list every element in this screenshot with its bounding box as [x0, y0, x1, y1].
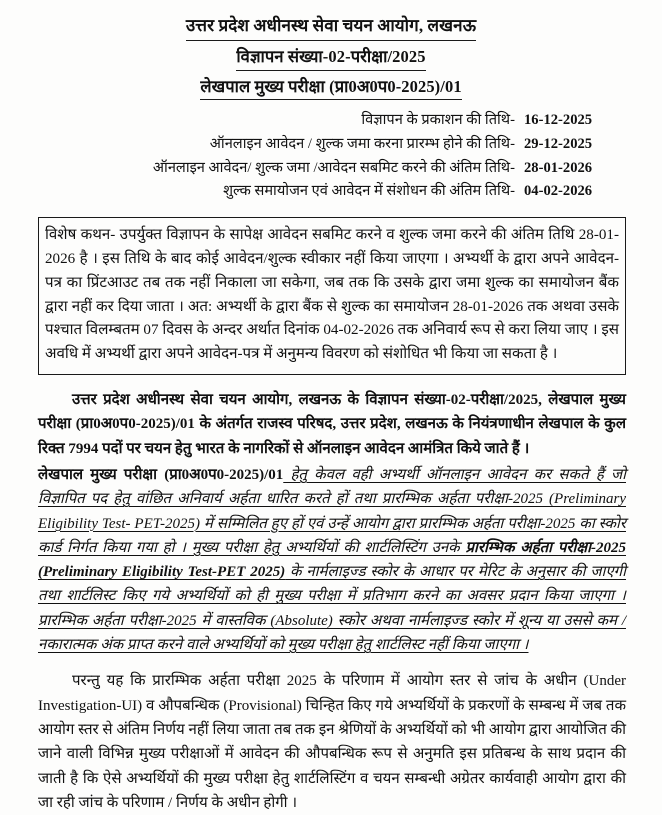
- paragraph-eligibility-rest: हेतु केवल वही अभ्यर्थी ऑनलाइन आवेदन कर सकते हैं जो विज्ञापित पद हेतु वांछित अनिवार्य अर्हता धारित करते हों तथा प्रारम्भिक अर्हता परीक्षा-2025 (Preliminary Eligibility Test- PET-2025) में सम्मिलित हुए हों एवं उन्हें आयोग द्वारा प्रारम्भिक अर्हता परीक्षा-2025 का स्कोर कार्ड निर्गत किया गया हो । मुख्य परीक्षा हेतु अभ्यर्थियों की शार्टलिस्टिंग उनके: [38, 467, 626, 556]
- date-value: 29-12-2025: [524, 136, 593, 153]
- document-body: [38, 388, 626, 815]
- date-value: 28-01-2026: [524, 159, 593, 176]
- paragraph-vacancy-intro: उत्तर प्रदेश अधीनस्थ सेवा चयन आयोग, लखनऊ के विज्ञापन संख्या-02-परीक्षा/2025, लेखपाल मुख्य परीक्षा (प्रा0अ0प0-2025)/01 के अंतर्गत राजस्व परिषद, उत्तर प्रदेश, लखनऊ के नियंत्रणाधीन लेखपाल के कुल रिक्त 7994 पदों पर चयन हेतु भारत के नागरिकों से ऑनलाइन आवेदन आमंत्रित किये जाते हैं ।: [38, 392, 626, 457]
- page-title-organization: उत्तर प्रदेश अधीनस्थ सेवा चयन आयोग, लखनऊ: [186, 14, 476, 41]
- date-row: [0, 133, 626, 157]
- date-label: ऑनलाइन आवेदन / शुल्क जमा करना प्रारम्भ होने की तिथि-: [209, 136, 515, 153]
- paragraph-eligibility-lead: लेखपाल मुख्य परीक्षा (प्रा0अ0प0-2025)/01: [38, 467, 284, 483]
- date-row: [0, 109, 626, 133]
- special-note-text: विशेष कथन- उपर्युक्त विज्ञापन के सापेक्ष आवेदन सबमिट करने व शुल्क जमा करने की अंतिम तिथि 28-01-2026 है । इस तिथि के बाद कोई आवेदन/शुल्क स्वीकार नहीं किया जाएगा । अभ्यर्थी के द्वारा अपने आवेदन-पत्र का प्रिंटआउट तब तक नहीं निकाला जा सकेगा, जब तक कि उसके द्वारा जमा शुल्क का समायोजन बैंक द्वारा नहीं कर दिया जाता । अत: अभ्यर्थी के द्वारा बैंक से शुल्क का समायोजन 28-01-2026 तक अथवा उसके पश्चात विलम्बतम 07 दिवस के अन्दर अर्थात दिनांक 04-02-2026 तक अनिवार्य रूप से करा लिया जाए । इस अवधि में अभ्यर्थी द्वारा अपने आवेदन-पत्र में अनुमन्य विवरण को संशोधित भी किया जा सकता है ।: [45, 227, 619, 363]
- date-label: विज्ञापन के प्रकाशन की तिथि-: [361, 112, 515, 129]
- special-note-box: [38, 217, 626, 375]
- date-value: 16-12-2025: [524, 112, 593, 129]
- date-label: ऑनलाइन आवेदन/ शुल्क जमा /आवेदन सबमिट करने की अंतिम तिथि-: [152, 159, 515, 176]
- important-dates-list: [0, 109, 662, 204]
- date-row: [0, 180, 626, 204]
- page-title-exam-name: लेखपाल मुख्य परीक्षा (प्रा0अ0प0-2025)/01: [200, 75, 461, 101]
- document-header: [0, 0, 662, 100]
- page-title-advertisement-number: विज्ञापन संख्या-02-परीक्षा/2025: [236, 45, 425, 71]
- date-row: [0, 157, 626, 181]
- paragraph-provisional-candidates: परन्तु यह कि प्रारम्भिक अर्हता परीक्षा 2025 के परिणाम में आयोग स्तर से जांच के अधीन (Under Investigation-UI) व औपबन्धिक (Provisional) चिन्हित किए गये अभ्यर्थियों के प्रकरणों के सम्बन्ध में जब तक आयोग स्तर से अंतिम निर्णय नहीं लिया जाता तब तक इन श्रेणियों के अभ्यर्थियों को भी आयोग द्वारा आयोजित की जाने वाली विभिन्न मुख्य परीक्षाओं में आवेदन की औपबन्धिक रूप से अनुमति इस प्रतिबन्ध के साथ प्रदान की जाती है कि ऐसे अभ्यर्थियों की मुख्य परीक्षा हेतु शार्टलिस्टिंग व चयन सम्बन्धी अग्रेतर कार्यवाही आयोग द्वारा की जा रही जांच के परिणाम / निर्णय के अधीन होगी ।: [38, 673, 626, 811]
- paragraph-eligibility-tail: के नार्मलाइज्ड स्कोर के आधार पर मेरिट के अनुसार की जाएगी तथा शार्टलिस्ट किए गये अभ्यर्थियों को ही मुख्य परीक्षा में प्रतिभाग करने का अवसर प्रदान किया जाएगा । प्रारम्भिक अर्हता परीक्षा-2025 में वास्तविक (Absolute) स्कोर अथवा नार्मलाइज्ड स्कोर में शून्य या उससे कम / नकारात्मक अंक प्राप्त करने वाले अभ्यर्थियों को मुख्य परीक्षा हेतु शार्टलिस्ट नहीं किया जाएगा ।: [38, 564, 627, 654]
- paragraph-eligibility: [38, 463, 626, 657]
- date-label: शुल्क समायोजन एवं आवेदन में संशोधन की अंतिम तिथि-: [223, 183, 515, 200]
- date-value: 04-02-2026: [524, 183, 593, 200]
- paragraph-eligibility-pet-reference: प्रारम्भिक अर्हता परीक्षा-2025 (Preliminary Eligibility Test-PET 2025): [38, 539, 626, 581]
